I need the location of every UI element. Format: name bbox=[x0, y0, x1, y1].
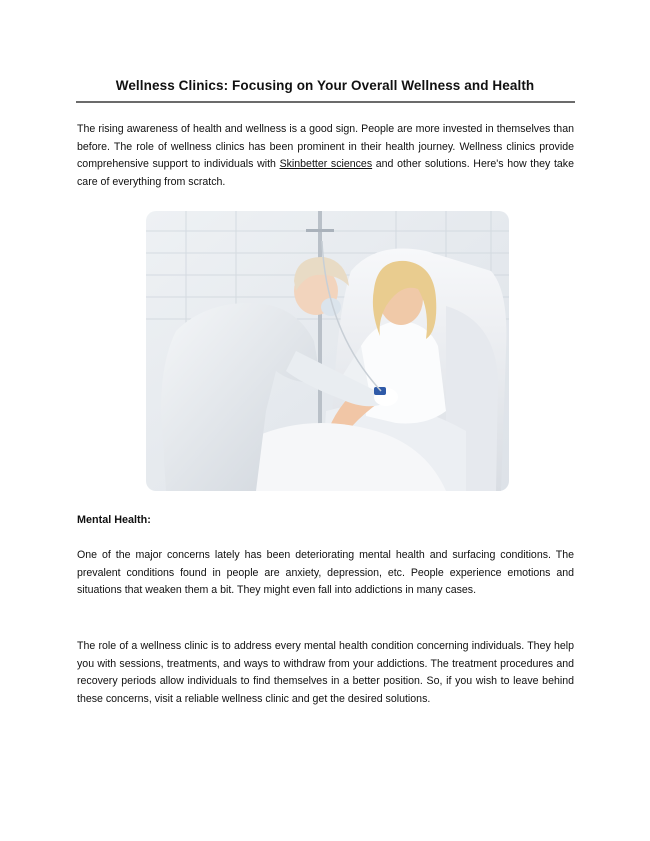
section-heading-mental-health: Mental Health: bbox=[77, 514, 151, 526]
mental-health-paragraph-2: The role of a wellness clinic is to address every mental health condition concerning individuals. They help you with sessions, treatments, and ways to withdraw from your addictions. The treatment procedures and recovery periods allow individuals to find themselves in a better position. So, if you wish to leave behind these concerns, visit a reliable wellness clinic and get the desired solutions. bbox=[77, 640, 574, 706]
skinbetter-sciences-link[interactable]: Skinbetter sciences bbox=[279, 158, 373, 171]
intro-text-after-link: and other solutions. Here's how they take care of everything from scratch. bbox=[77, 158, 574, 189]
document-title: Wellness Clinics: Focusing on Your Overall Wellness and Health bbox=[115, 78, 535, 93]
mental-health-paragraph-1: One of the major concerns lately has been deteriorating mental health and surfacing conditions. The prevalent conditions found in people are anxiety, depression, etc. People experience emotions and situations that weaken them a bit. They might even fall into addictions in many cases. bbox=[77, 549, 574, 597]
title-divider bbox=[76, 101, 575, 103]
intro-paragraph bbox=[77, 121, 574, 192]
iv-therapy-photo bbox=[146, 211, 509, 491]
intro-text-before-link: The rising awareness of health and wellness is a good sign. People are more invested in themselves than before. The role of wellness clinics has been prominent in their health journey. Wellness clinics provide comprehensive support to individuals with bbox=[77, 123, 574, 171]
